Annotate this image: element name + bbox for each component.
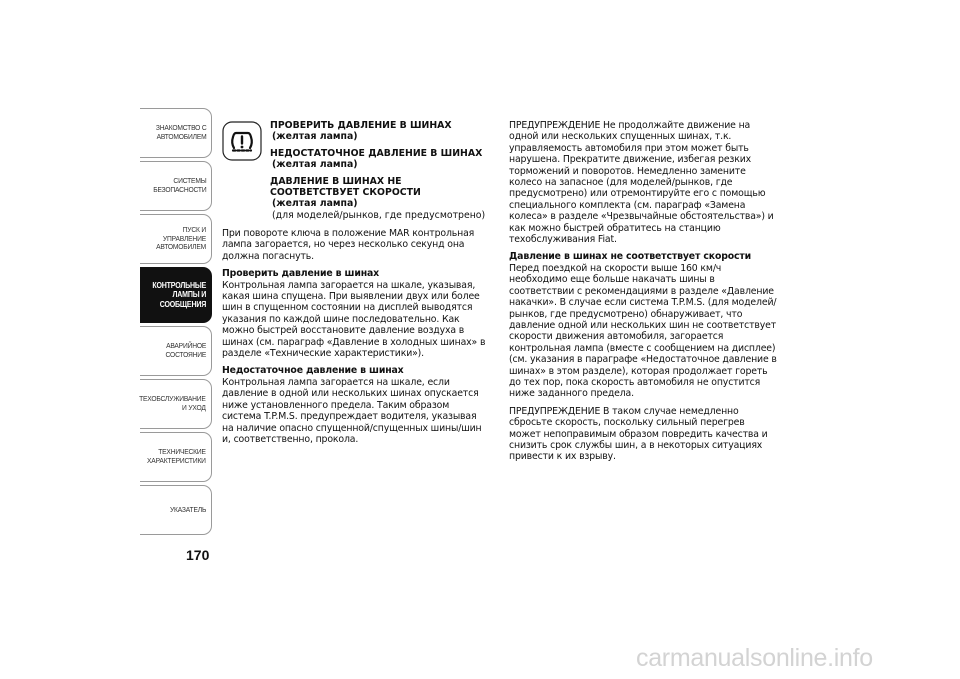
tab-sistemy-bezopasnosti[interactable] [140, 161, 212, 211]
header-market-note: (для моделей/рынков, где предусмотрено) [272, 209, 486, 221]
tab-label: СИСТЕМЫ БЕЗОПАСНОСТИ [152, 176, 206, 194]
header-color-note: (желтая лампа) [272, 198, 358, 210]
warning-paragraph: ПРЕДУПРЕЖДЕНИЕ Не продолжайте движение на одной или нескольких спущенных шинах, т.к. управляемость автомобиля при этом может быть нарушена. Прекратите движение, избегая резких торможений и поворотов. Немедленно замените колесо на запасное (для моделей/рынков, где предусмотрено) или отремонтируйте его с помощью специального комплекта (см. параграф «Замена колеса» в разделе «Чрезвычайные обстоятельства») и как можно быстрей обратитесь на станцию техобслуживания Fiat. [509, 120, 774, 246]
tab-label: АВАРИЙНОЕ СОСТОЯНИЕ [165, 341, 206, 359]
low-pressure-paragraph: Контрольная лампа загорается на шкале, если давление в одной или нескольких шинах опускается ниже установленного предела. Таким образом система T.P.M.S. предупреждает водителя, указывая на наличие опасно спущенной/спущенных шины/шин и, соответственно, прокола. [222, 376, 482, 445]
tab-label: ЗНАКОМСТВО С АВТОМОБИЛЕМ [155, 123, 206, 141]
tab-label: УКАЗАТЕЛЬ [169, 504, 206, 514]
right-column [509, 120, 779, 469]
tab-kontrolnye-lampy[interactable] [140, 267, 212, 323]
tab-avariynoe-sostoyanie[interactable] [140, 326, 212, 376]
header-color-note: (желтая лампа) [272, 159, 358, 171]
speed-pressure-paragraph: Перед поездкой на скорости выше 160 км/ч необходимо еще больше накачать шины в соответствии с рекомендациями в разделе «Давление накачки». В случае если система T.P.M.S. (для моделей/рынков, где предусмотрено) обнаруживает, что давление одной или нескольких шин не соответствует скорости движения автомобиля, загорается контрольная лампа (вместе с сообщением на дисплее) (см. указания в параграфе «Недостаточное давление в шинах» в этом разделе), которая продолжает гореть до тех пор, пока скорость автомобиля не опустится ниже заданного предела. [509, 262, 777, 400]
tab-tehobsluzhivanie[interactable] [140, 379, 212, 429]
indicator-header [270, 120, 490, 221]
header-color-note: (желтая лампа) [272, 131, 358, 143]
warning-paragraph: ПРЕДУПРЕЖДЕНИЕ В таком случае немедленно сбросьте скорость, поскольку сильный перегрев может непоправимым образом повредить качества и снизить срок службы шин, а в некоторых ситуациях привести к их взрыву. [509, 405, 768, 463]
left-column [222, 228, 490, 451]
tab-label: ПУСК И УПРАВЛЕНИЕ АВТОМОБИЛЕМ [156, 225, 206, 252]
tab-tehnicheskie-harakteristiki[interactable] [140, 432, 212, 482]
section-heading-low-pressure: Недостаточное давление в шинах [222, 365, 404, 377]
tab-label: КОНТРОЛЬНЫЕ ЛАМПЫ И СООБЩЕНИЯ [152, 280, 206, 309]
section-heading-speed-pressure: Давление в шинах не соответствует скорости [509, 251, 752, 263]
tab-znakomstvo[interactable] [140, 108, 212, 158]
tire-pressure-warning-icon [222, 121, 262, 161]
watermark: carmanualsonline.info [636, 644, 873, 672]
tab-label: ТЕХОБСЛУЖИВАНИЕ И УХОД [139, 394, 206, 412]
check-pressure-paragraph: Контрольная лампа загорается на шкале, указывая, какая шина спущена. При выявлении двух или более шин в спущенном состоянии на дисплей выводятся указания по каждой шине последовательно. Как можно быстрей восстановите давление воздуха в шинах (см. параграф «Давление в холодных шинах» в разделе «Технические характеристики»). [222, 279, 486, 360]
intro-paragraph: При повороте ключа в положение MAR контрольная лампа загорается, но через несколько секунд она должна погаснуть. [222, 228, 475, 262]
header-title-speed-mismatch: ДАВЛЕНИЕ В ШИНАХ НЕ СООТВЕТСТВУЕТ СКОРОСТИ [270, 175, 421, 199]
header-title-low-pressure: НЕДОСТАТОЧНОЕ ДАВЛЕНИЕ В ШИНАХ [270, 147, 483, 159]
tab-ukazatel[interactable] [140, 485, 212, 535]
chapter-tabs [140, 108, 212, 538]
tab-pusk-i-upravlenie[interactable] [140, 214, 212, 264]
header-title-check: ПРОВЕРИТЬ ДАВЛЕНИЕ В ШИНАХ [270, 120, 452, 131]
tab-label: ТЕХНИЧЕСКИЕ ХАРАКТЕРИСТИКИ [147, 447, 206, 465]
page-number: 170 [186, 547, 210, 563]
section-heading-check-pressure: Проверить давление в шинах [222, 268, 380, 280]
